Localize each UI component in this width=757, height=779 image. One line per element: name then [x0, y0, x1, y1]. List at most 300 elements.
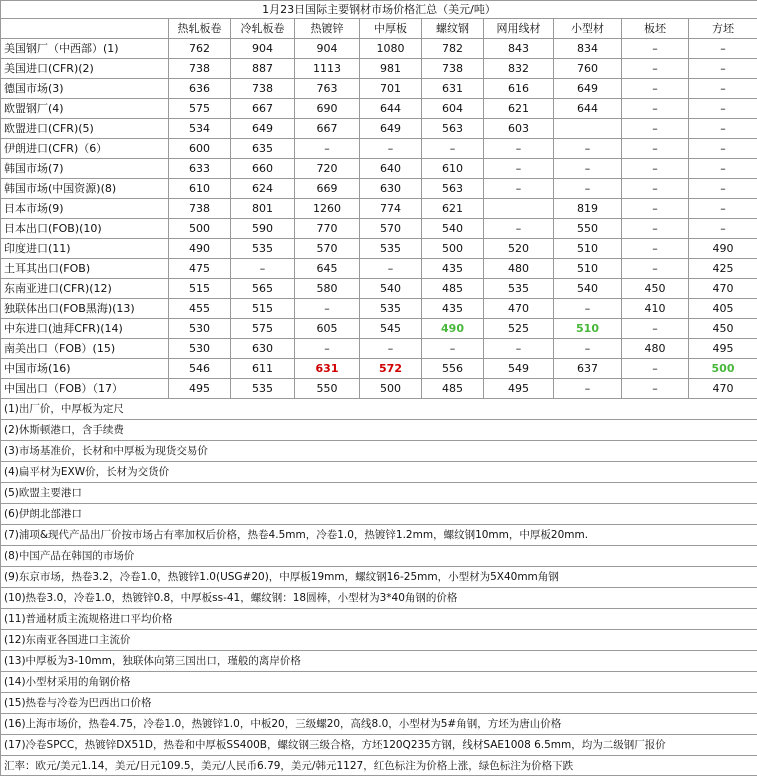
price-value: 570 — [316, 241, 338, 255]
price-cell — [231, 319, 295, 339]
price-value: 500 — [189, 221, 210, 235]
price-cell — [689, 319, 757, 339]
price-cell — [360, 259, 422, 279]
price-cell — [422, 199, 484, 219]
price-value: 887 — [252, 61, 273, 75]
footnote: (17)冷卷SPCC，热镀锌DX51D，热卷和中厚板SS400B，螺纹钢三级合格，方坯120Q235方钢，线材SAE1008 6.5mm，均为二级钢厂报价 — [1, 735, 757, 756]
price-cell — [554, 119, 622, 139]
price-cell — [689, 219, 757, 239]
header-cold-rolled-coil: 冷轧板卷 — [231, 19, 295, 39]
price-cell — [169, 259, 231, 279]
price-value: 603 — [508, 121, 529, 135]
price-cell — [360, 139, 422, 159]
price-value: – — [652, 381, 658, 395]
price-cell — [554, 59, 622, 79]
price-cell — [554, 319, 622, 339]
price-value: 405 — [712, 301, 734, 315]
price-value: – — [652, 121, 658, 135]
price-cell — [295, 119, 360, 139]
price-cell — [622, 299, 689, 319]
price-value: 495 — [189, 381, 210, 395]
price-cell — [169, 199, 231, 219]
price-value: 535 — [508, 281, 529, 295]
note-row — [1, 714, 757, 735]
footnote: (5)欧盟主要港口 — [1, 483, 757, 504]
price-value: 738 — [189, 61, 210, 75]
price-cell — [231, 239, 295, 259]
price-value: 500 — [380, 381, 401, 395]
price-cell — [295, 59, 360, 79]
price-value: 801 — [252, 201, 273, 215]
table-row — [1, 99, 757, 119]
price-value: 762 — [189, 41, 210, 55]
row-label: 日本出口(FOB)(10) — [1, 219, 169, 239]
table-row — [1, 159, 757, 179]
price-cell — [231, 159, 295, 179]
note-row — [1, 525, 757, 546]
price-cell — [169, 359, 231, 379]
price-value: 500 — [442, 241, 463, 255]
price-value: 770 — [316, 221, 338, 235]
price-cell — [689, 159, 757, 179]
price-value: 546 — [189, 361, 210, 375]
table-row — [1, 299, 757, 319]
price-value: 667 — [316, 121, 338, 135]
price-cell — [689, 359, 757, 379]
price-cell — [295, 239, 360, 259]
table-row — [1, 179, 757, 199]
footnote: (9)东京市场，热卷3.2，冷卷1.0，热镀锌1.0(USG#20)，中厚板19mm，螺纹钢16-25mm，小型材为5X40mm角钢 — [1, 567, 757, 588]
price-value: 782 — [442, 41, 463, 55]
price-cell — [622, 379, 689, 399]
price-value: 470 — [508, 301, 529, 315]
price-value: – — [652, 161, 658, 175]
price-value: 633 — [189, 161, 210, 175]
price-value: 515 — [252, 301, 273, 315]
table-row — [1, 139, 757, 159]
price-cell — [231, 259, 295, 279]
price-cell — [484, 119, 554, 139]
price-cell — [169, 79, 231, 99]
price-cell — [422, 219, 484, 239]
footnote: (12)东南亚各国进口主流价 — [1, 630, 757, 651]
price-value: 630 — [252, 341, 273, 355]
price-value: – — [652, 221, 658, 235]
price-cell — [484, 359, 554, 379]
price-cell — [360, 39, 422, 59]
header-row — [1, 19, 757, 39]
price-value: 520 — [508, 241, 529, 255]
note-row — [1, 546, 757, 567]
price-cell — [422, 239, 484, 259]
price-value: 490 — [712, 241, 734, 255]
price-value: – — [387, 261, 394, 275]
price-cell — [554, 39, 622, 59]
price-value: 545 — [380, 321, 401, 335]
table-row — [1, 119, 757, 139]
price-value: – — [652, 261, 658, 275]
price-value: 616 — [508, 81, 529, 95]
price-cell — [689, 119, 757, 139]
price-value: 540 — [380, 281, 401, 295]
price-value: – — [584, 341, 591, 355]
price-cell — [169, 119, 231, 139]
row-label: 中东进口(迪拜CFR)(14) — [1, 319, 169, 339]
price-cell — [484, 199, 554, 219]
price-value: 667 — [252, 101, 273, 115]
price-cell — [622, 179, 689, 199]
price-cell — [484, 279, 554, 299]
note-row — [1, 630, 757, 651]
header-wire-rod: 网用线材 — [484, 19, 554, 39]
price-cell — [422, 299, 484, 319]
price-cell — [231, 59, 295, 79]
footnote: (6)伊朗北部港口 — [1, 504, 757, 525]
row-label: 欧盟进口(CFR)(5) — [1, 119, 169, 139]
price-value: 495 — [508, 381, 529, 395]
price-value: – — [720, 221, 726, 235]
price-cell — [295, 259, 360, 279]
price-cell — [484, 379, 554, 399]
footnote: (16)上海市场价，热卷4.75，冷卷1.0，热镀锌1.0，中板20，三级螺20，高线8.0，小型材为5#角钢，方坯为唐山价格 — [1, 714, 757, 735]
price-value: – — [584, 301, 591, 315]
price-cell — [554, 199, 622, 219]
header-corner — [1, 19, 169, 39]
price-cell — [169, 379, 231, 399]
note-row — [1, 483, 757, 504]
row-label: 美国进口(CFR)(2) — [1, 59, 169, 79]
price-cell — [169, 299, 231, 319]
price-value: 556 — [442, 361, 463, 375]
header-galvanized: 热镀锌 — [295, 19, 360, 39]
note-row — [1, 399, 757, 420]
price-value: – — [652, 141, 658, 155]
price-value: 636 — [189, 81, 210, 95]
price-cell — [231, 339, 295, 359]
note-row — [1, 735, 757, 756]
price-value: – — [720, 61, 726, 75]
price-value: – — [652, 61, 658, 75]
price-value: 455 — [189, 301, 210, 315]
price-cell — [169, 99, 231, 119]
table-row — [1, 239, 757, 259]
price-cell — [484, 79, 554, 99]
price-cell — [554, 239, 622, 259]
price-value: 843 — [508, 41, 529, 55]
price-value: – — [720, 141, 726, 155]
header-slab: 板坯 — [622, 19, 689, 39]
price-cell — [422, 159, 484, 179]
price-value: 832 — [508, 61, 529, 75]
price-cell — [484, 159, 554, 179]
price-cell — [622, 219, 689, 239]
price-cell — [295, 79, 360, 99]
price-cell — [622, 239, 689, 259]
table-row — [1, 359, 757, 379]
footnote: (10)热卷3.0，冷卷1.0，热镀锌0.8，中厚板ss-41，螺纹钢：18圆棒，小型材为3*40角钢的价格 — [1, 588, 757, 609]
price-value: – — [515, 181, 522, 195]
price-cell — [295, 159, 360, 179]
price-cell — [295, 139, 360, 159]
price-value: – — [652, 361, 658, 375]
price-cell — [422, 279, 484, 299]
price-cell — [622, 259, 689, 279]
price-value: 720 — [316, 161, 338, 175]
price-value: 644 — [577, 101, 598, 115]
price-value: – — [449, 141, 456, 155]
price-cell — [169, 159, 231, 179]
price-value: 904 — [252, 41, 273, 55]
price-cell — [554, 299, 622, 319]
price-value: 763 — [316, 81, 338, 95]
price-cell — [422, 259, 484, 279]
price-cell — [169, 59, 231, 79]
price-cell — [689, 259, 757, 279]
price-value: – — [720, 161, 726, 175]
price-cell — [295, 199, 360, 219]
price-value: 435 — [442, 301, 463, 315]
row-label: 欧盟钢厂(4) — [1, 99, 169, 119]
price-value: 500 — [711, 361, 735, 375]
price-value: 1260 — [313, 201, 341, 215]
footnote: (11)普通材质主流规格进口平均价格 — [1, 609, 757, 630]
price-value: 480 — [508, 261, 529, 275]
price-cell — [295, 219, 360, 239]
price-value: 525 — [508, 321, 529, 335]
footnote: (2)休斯顿港口，含手续费 — [1, 420, 757, 441]
price-value: 738 — [442, 61, 463, 75]
price-value: 701 — [380, 81, 401, 95]
price-value: 640 — [380, 161, 401, 175]
price-cell — [622, 199, 689, 219]
price-cell — [689, 179, 757, 199]
note-row — [1, 462, 757, 483]
price-value: 621 — [442, 201, 463, 215]
row-label: 伊朗进口(CFR)（6） — [1, 139, 169, 159]
price-value: 535 — [252, 241, 273, 255]
price-value: 624 — [252, 181, 273, 195]
price-cell — [554, 99, 622, 119]
note-row — [1, 588, 757, 609]
price-cell — [231, 179, 295, 199]
price-cell — [622, 139, 689, 159]
price-cell — [554, 359, 622, 379]
row-label: 南美出口（FOB）(15) — [1, 339, 169, 359]
price-value: 450 — [644, 281, 666, 295]
header-plate: 中厚板 — [360, 19, 422, 39]
price-cell — [231, 139, 295, 159]
price-cell — [422, 39, 484, 59]
row-label: 韩国市场(中国资源)(8) — [1, 179, 169, 199]
price-value: 738 — [252, 81, 273, 95]
price-value: 540 — [442, 221, 463, 235]
price-value: 510 — [576, 321, 599, 335]
table-row — [1, 319, 757, 339]
price-cell — [622, 359, 689, 379]
price-value: 565 — [252, 281, 273, 295]
price-value: – — [652, 201, 658, 215]
table-row — [1, 79, 757, 99]
price-cell — [169, 339, 231, 359]
price-cell — [484, 319, 554, 339]
table-row — [1, 39, 757, 59]
note-row — [1, 504, 757, 525]
price-cell — [231, 379, 295, 399]
price-value: – — [259, 261, 266, 275]
price-value: 470 — [712, 281, 734, 295]
price-cell — [554, 139, 622, 159]
price-cell — [295, 319, 360, 339]
price-value: 1080 — [376, 41, 405, 55]
price-value: 549 — [508, 361, 529, 375]
price-cell — [554, 79, 622, 99]
table-row — [1, 339, 757, 359]
price-cell — [622, 99, 689, 119]
price-cell — [295, 299, 360, 319]
price-cell — [295, 179, 360, 199]
price-cell — [169, 279, 231, 299]
price-cell — [360, 359, 422, 379]
price-value: – — [652, 181, 658, 195]
price-cell — [484, 139, 554, 159]
price-value: 669 — [316, 181, 338, 195]
price-value: 631 — [315, 361, 339, 375]
price-cell — [554, 339, 622, 359]
price-value: – — [449, 341, 456, 355]
price-value: 515 — [189, 281, 210, 295]
note-row — [1, 441, 757, 462]
table-row — [1, 259, 757, 279]
price-value: 605 — [316, 321, 338, 335]
price-cell — [169, 139, 231, 159]
price-cell — [360, 99, 422, 119]
price-value: – — [720, 181, 726, 195]
price-value: 645 — [316, 261, 338, 275]
price-value: 535 — [380, 241, 401, 255]
price-cell — [689, 99, 757, 119]
table-row — [1, 59, 757, 79]
price-value: – — [720, 121, 726, 135]
price-value: 580 — [316, 281, 338, 295]
price-cell — [169, 219, 231, 239]
price-value: 535 — [252, 381, 273, 395]
price-cell — [231, 119, 295, 139]
price-cell — [484, 299, 554, 319]
price-cell — [554, 279, 622, 299]
price-value: 649 — [577, 81, 598, 95]
price-cell — [360, 199, 422, 219]
note-row — [1, 567, 757, 588]
price-value: – — [720, 201, 726, 215]
price-value: 774 — [380, 201, 401, 215]
price-cell — [360, 379, 422, 399]
price-value: – — [720, 81, 726, 95]
price-value: 490 — [189, 241, 210, 255]
price-value: – — [720, 41, 726, 55]
row-label: 德国市场(3) — [1, 79, 169, 99]
price-value: – — [515, 161, 522, 175]
price-value: 535 — [380, 301, 401, 315]
price-value: – — [515, 141, 522, 155]
price-value: – — [720, 101, 726, 115]
price-cell — [422, 119, 484, 139]
price-value: – — [652, 41, 658, 55]
price-cell — [295, 359, 360, 379]
header-sections: 小型材 — [554, 19, 622, 39]
price-cell — [484, 339, 554, 359]
price-value: 621 — [508, 101, 529, 115]
note-row — [1, 651, 757, 672]
price-value: 590 — [252, 221, 273, 235]
price-cell — [169, 39, 231, 59]
row-label: 韩国市场(7) — [1, 159, 169, 179]
price-value: – — [515, 341, 522, 355]
price-cell — [484, 179, 554, 199]
price-value: 690 — [316, 101, 338, 115]
price-value: 834 — [577, 41, 598, 55]
price-cell — [231, 279, 295, 299]
price-value: 495 — [712, 341, 734, 355]
price-cell — [689, 379, 757, 399]
price-cell — [689, 79, 757, 99]
note-row — [1, 693, 757, 714]
price-value: – — [387, 341, 394, 355]
exchange-rate-note: 汇率：欧元/美元1.14，美元/日元109.5，美元/人民币6.79，美元/韩元1127，红色标注为价格上涨，绿色标注为价格下跌 — [1, 756, 757, 776]
price-cell — [554, 159, 622, 179]
row-label: 土耳其出口(FOB) — [1, 259, 169, 279]
price-cell — [295, 379, 360, 399]
row-label: 日本市场(9) — [1, 199, 169, 219]
price-value: 563 — [442, 181, 463, 195]
price-cell — [360, 279, 422, 299]
price-value: 575 — [189, 101, 210, 115]
price-value: 450 — [712, 321, 734, 335]
price-cell — [689, 339, 757, 359]
price-cell — [622, 59, 689, 79]
row-label: 中国市场(16) — [1, 359, 169, 379]
price-cell — [554, 179, 622, 199]
table-row — [1, 199, 757, 219]
price-value: 530 — [189, 321, 210, 335]
price-value: 604 — [442, 101, 463, 115]
price-cell — [422, 339, 484, 359]
table-row — [1, 279, 757, 299]
price-cell — [360, 239, 422, 259]
price-cell — [622, 319, 689, 339]
price-cell — [689, 239, 757, 259]
price-value: 563 — [442, 121, 463, 135]
price-value: 610 — [442, 161, 463, 175]
price-cell — [422, 319, 484, 339]
price-value: 611 — [252, 361, 273, 375]
footnote: (1)出厂价，中厚板为定尺 — [1, 399, 757, 420]
price-cell — [689, 299, 757, 319]
price-value: 904 — [316, 41, 338, 55]
price-value: – — [324, 341, 330, 355]
price-cell — [422, 379, 484, 399]
price-cell — [360, 179, 422, 199]
price-cell — [295, 339, 360, 359]
price-value: 534 — [189, 121, 210, 135]
price-value: 572 — [379, 361, 402, 375]
price-cell — [689, 199, 757, 219]
price-cell — [295, 279, 360, 299]
price-cell — [689, 139, 757, 159]
row-label: 独联体出口(FOB黑海)(13) — [1, 299, 169, 319]
price-cell — [554, 379, 622, 399]
price-value: 649 — [252, 121, 273, 135]
table-row — [1, 379, 757, 399]
